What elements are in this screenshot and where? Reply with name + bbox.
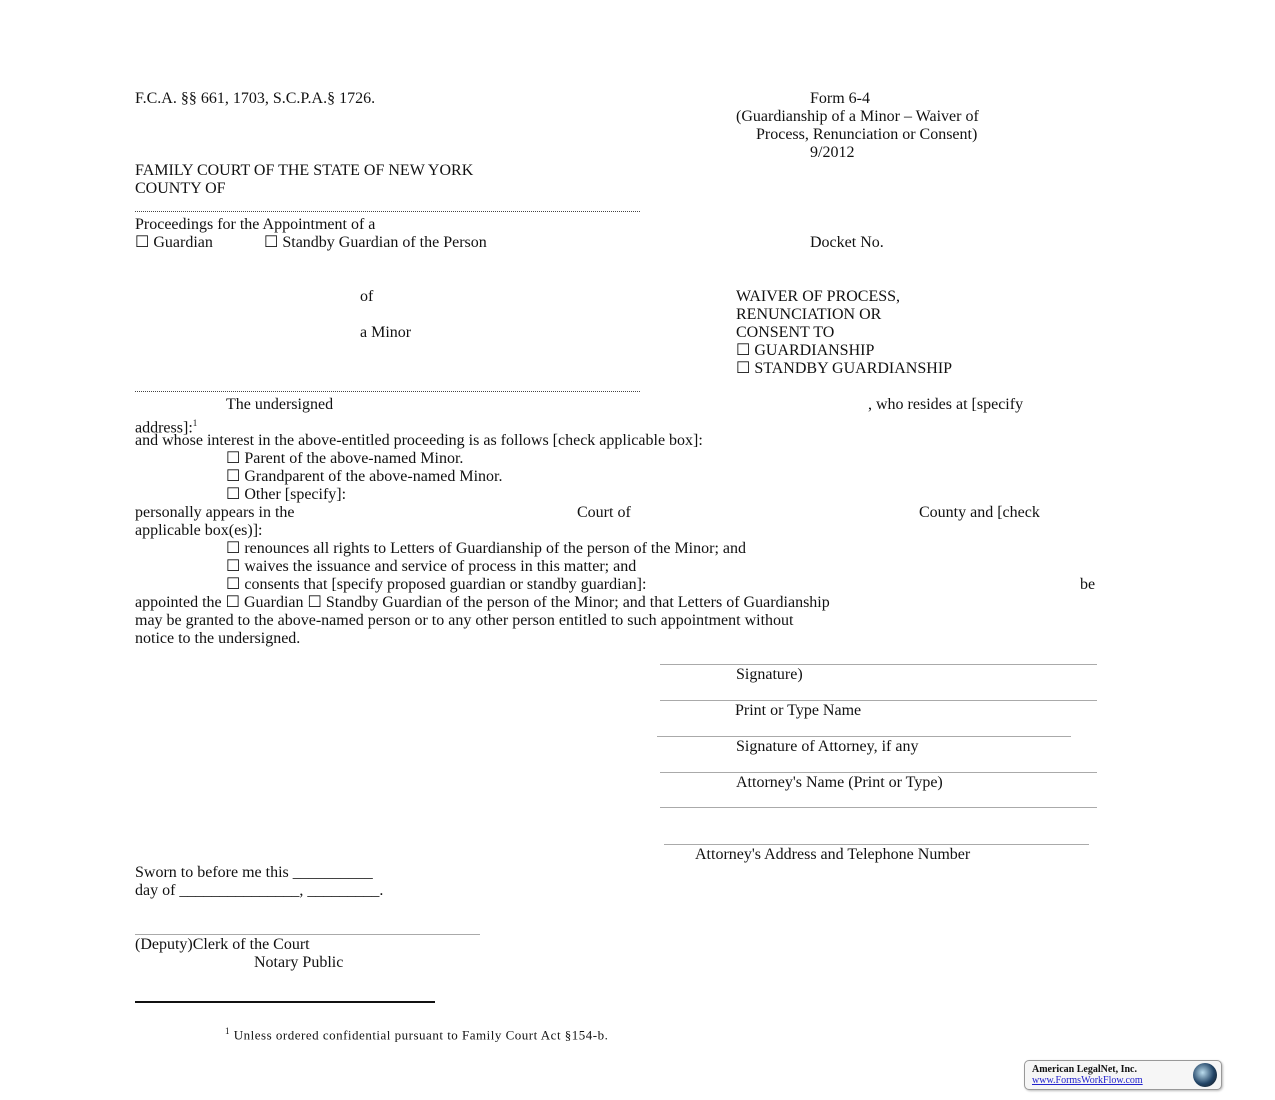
notary-label: Notary Public	[254, 954, 344, 971]
guardian-checkbox[interactable]: ☐ Guardian	[135, 234, 213, 251]
form-date: 9/2012	[810, 144, 855, 161]
renounce-checkbox[interactable]: ☐ renounces all rights to Letters of Guardianship of the person of the Minor; and	[226, 540, 746, 557]
signature-label: Signature)	[736, 666, 803, 683]
waive-checkbox[interactable]: ☐ waives the issuance and service of process in this matter; and	[226, 558, 637, 575]
signature-line[interactable]	[660, 664, 1097, 665]
appears-label: personally appears in the	[135, 504, 295, 521]
applicable-label: applicable box(es)]:	[135, 522, 263, 539]
county-check-label: County and [check	[919, 504, 1040, 521]
clerk-signature-line[interactable]	[135, 934, 480, 935]
form-description-2: Process, Renunciation or Consent)	[756, 126, 978, 143]
notice-text: notice to the undersigned.	[135, 630, 301, 647]
footnote	[225, 1022, 608, 1044]
print-name-label: Print or Type Name	[735, 702, 862, 719]
minor-label: a Minor	[360, 324, 412, 341]
attorney-signature-line[interactable]	[657, 736, 1071, 737]
other-checkbox[interactable]: ☐ Other [specify]:	[226, 486, 347, 503]
address-text: address]:	[135, 419, 193, 437]
clerk-label: (Deputy)Clerk of the Court	[135, 936, 310, 953]
footnote-mark: 1	[225, 1026, 230, 1036]
standby-guardianship-checkbox[interactable]: ☐ STANDBY GUARDIANSHIP	[736, 360, 953, 377]
undersigned-label: The undersigned	[226, 396, 334, 413]
print-name-line[interactable]	[660, 700, 1097, 701]
document-title-2: RENUNCIATION OR	[736, 306, 882, 323]
american-legalnet-logo[interactable]	[1024, 1060, 1222, 1090]
proceedings-label: Proceedings for the Appointment of a	[135, 216, 376, 233]
footnote-text: Unless ordered confidential pursuant to Family Court Act §154-b.	[233, 1027, 609, 1043]
globe-icon	[1193, 1063, 1217, 1087]
sworn-text: Sworn to before me this __________	[135, 864, 373, 881]
appointed-text: appointed the ☐ Guardian ☐ Standby Guardian of the person of the Minor; and that Letters of Guardianship	[135, 594, 830, 611]
dotted-divider	[135, 391, 640, 392]
dotted-divider	[135, 211, 640, 212]
document-title-3: CONSENT TO	[736, 324, 835, 341]
court-name: FAMILY COURT OF THE STATE OF NEW YORK	[135, 162, 474, 179]
parent-checkbox[interactable]: ☐ Parent of the above-named Minor.	[226, 450, 464, 467]
attorney-name-label: Attorney's Name (Print or Type)	[736, 774, 943, 791]
standby-guardian-checkbox[interactable]: ☐ Standby Guardian of the Person	[264, 234, 487, 251]
attorney-signature-label: Signature of Attorney, if any	[736, 738, 919, 755]
attorney-address-line-2[interactable]	[664, 844, 1089, 845]
attorney-address-line-1[interactable]	[660, 807, 1097, 808]
logo-company-name: American LegalNet, Inc.	[1032, 1064, 1137, 1075]
docket-label: Docket No.	[810, 234, 884, 251]
of-label: of	[360, 288, 374, 305]
grandparent-checkbox[interactable]: ☐ Grandparent of the above-named Minor.	[226, 468, 503, 485]
document-title: WAIVER OF PROCESS,	[736, 288, 901, 305]
form-description: (Guardianship of a Minor – Waiver of	[736, 108, 979, 125]
guardianship-checkbox[interactable]: ☐ GUARDIANSHIP	[736, 342, 875, 359]
statute-reference: F.C.A. §§ 661, 1703, S.C.P.A.§ 1726.	[135, 90, 376, 107]
interest-label: and whose interest in the above-entitled proceeding is as follows [check applicable box]:	[135, 432, 703, 449]
footnote-ref: 1	[192, 418, 198, 428]
form-number: Form 6-4	[810, 90, 870, 107]
court-of-label: Court of	[577, 504, 631, 521]
footnote-separator	[135, 1001, 435, 1003]
attorney-name-line[interactable]	[660, 772, 1097, 773]
resides-label: , who resides at [specify	[868, 396, 1024, 413]
attorney-address-label: Attorney's Address and Telephone Number	[695, 846, 971, 863]
day-text: day of _______________, _________.	[135, 882, 384, 899]
county-label: COUNTY OF	[135, 180, 226, 197]
be-label: be	[1080, 576, 1096, 593]
consent-checkbox[interactable]: ☐ consents that [specify proposed guardian or standby guardian]:	[226, 576, 647, 593]
logo-url-link[interactable]: www.FormsWorkFlow.com	[1032, 1075, 1143, 1086]
granted-text: may be granted to the above-named person or to any other person entitled to such appointment without	[135, 612, 794, 629]
